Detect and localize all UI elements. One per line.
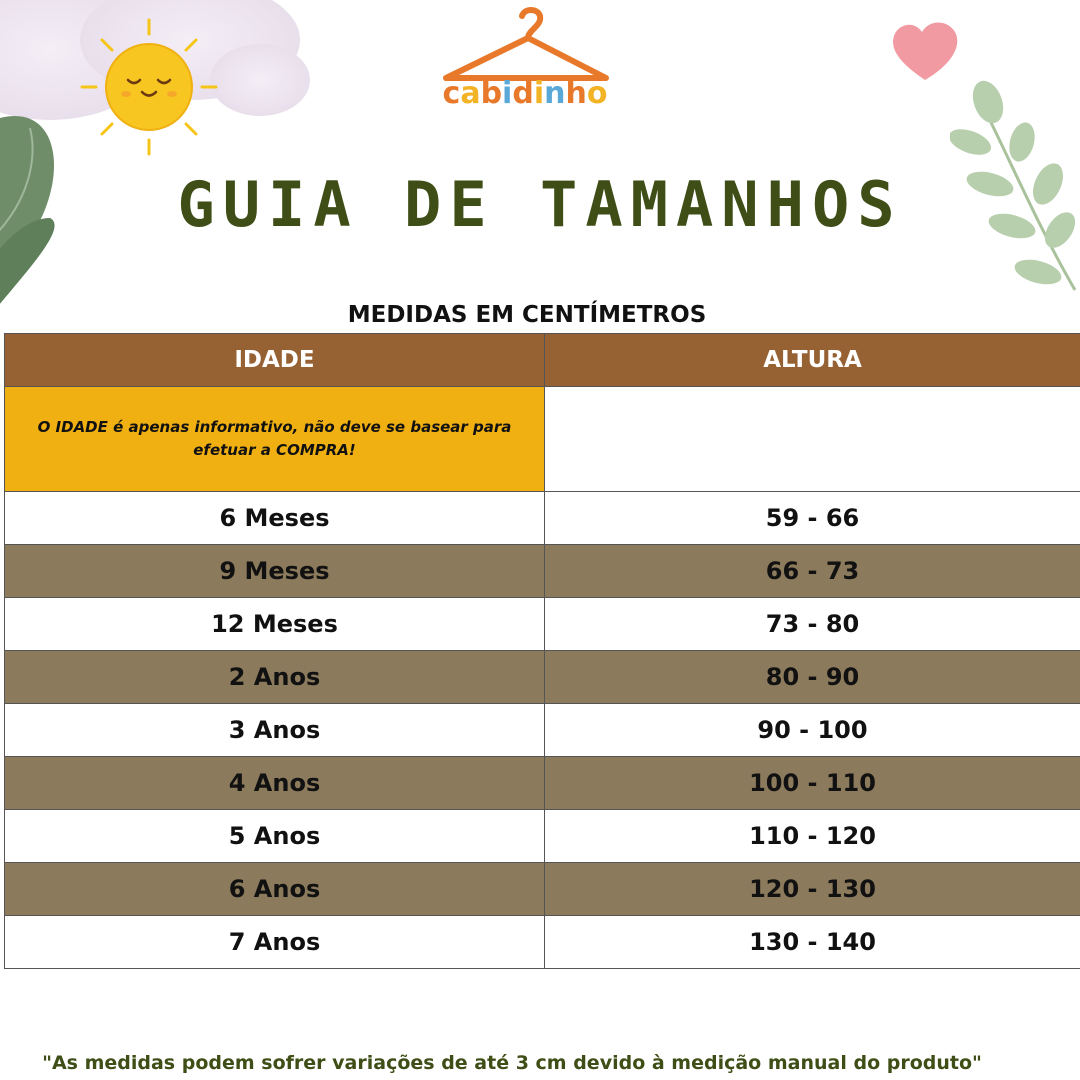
table-row <box>5 916 1080 969</box>
idade-cell: 4 Anos <box>5 757 545 810</box>
logo-letter: i <box>533 76 545 111</box>
altura-cell: 100 - 110 <box>545 757 1080 810</box>
logo-letter: d <box>512 76 534 111</box>
idade-cell: 6 Meses <box>5 492 545 545</box>
altura-cell: 59 - 66 <box>545 492 1080 545</box>
altura-note-empty <box>545 387 1080 492</box>
table-row <box>5 545 1080 598</box>
altura-cell: 90 - 100 <box>545 704 1080 757</box>
table-row <box>5 810 1080 863</box>
idade-cell: 2 Anos <box>5 651 545 704</box>
table-row <box>5 598 1080 651</box>
column-header-idade: IDADE <box>5 334 545 387</box>
brand-logo <box>430 4 620 114</box>
altura-cell: 110 - 120 <box>545 810 1080 863</box>
idade-cell: 5 Anos <box>5 810 545 863</box>
altura-cell: 120 - 130 <box>545 863 1080 916</box>
size-table <box>4 333 1080 969</box>
altura-cell: 73 - 80 <box>545 598 1080 651</box>
logo-letter: a <box>460 76 481 111</box>
altura-cell: 130 - 140 <box>545 916 1080 969</box>
table-row <box>5 863 1080 916</box>
logo-letter: i <box>502 76 513 111</box>
table-row <box>5 704 1080 757</box>
column-header-altura: ALTURA <box>545 334 1080 387</box>
page-title: GUIA DE TAMANHOS <box>177 168 903 241</box>
idade-cell: 7 Anos <box>5 916 545 969</box>
footnote: "As medidas podem sofrer variações de até 3 cm devido à medição manual do produto" <box>42 1052 982 1074</box>
idade-cell: 12 Meses <box>5 598 545 651</box>
logo-letter: n <box>544 76 566 111</box>
heart-icon <box>888 18 962 84</box>
idade-cell: 3 Anos <box>5 704 545 757</box>
note-row <box>5 387 1080 492</box>
altura-cell: 66 - 73 <box>545 545 1080 598</box>
table-row <box>5 757 1080 810</box>
table-header-row <box>5 334 1080 387</box>
table-row <box>5 651 1080 704</box>
hanger-icon <box>430 4 620 84</box>
idade-note: O IDADE é apenas informativo, não deve se basear para efetuar a COMPRA! <box>5 387 545 492</box>
table-row <box>5 492 1080 545</box>
idade-cell: 9 Meses <box>5 545 545 598</box>
logo-letter: b <box>480 76 503 111</box>
logo-letter: h <box>565 76 587 111</box>
subtitle: MEDIDAS EM CENTÍMETROS <box>347 302 707 328</box>
idade-cell: 6 Anos <box>5 863 545 916</box>
logo-letter: c <box>442 76 461 111</box>
logo-wordmark <box>430 76 620 111</box>
altura-cell: 80 - 90 <box>545 651 1080 704</box>
logo-letter: o <box>586 76 608 111</box>
